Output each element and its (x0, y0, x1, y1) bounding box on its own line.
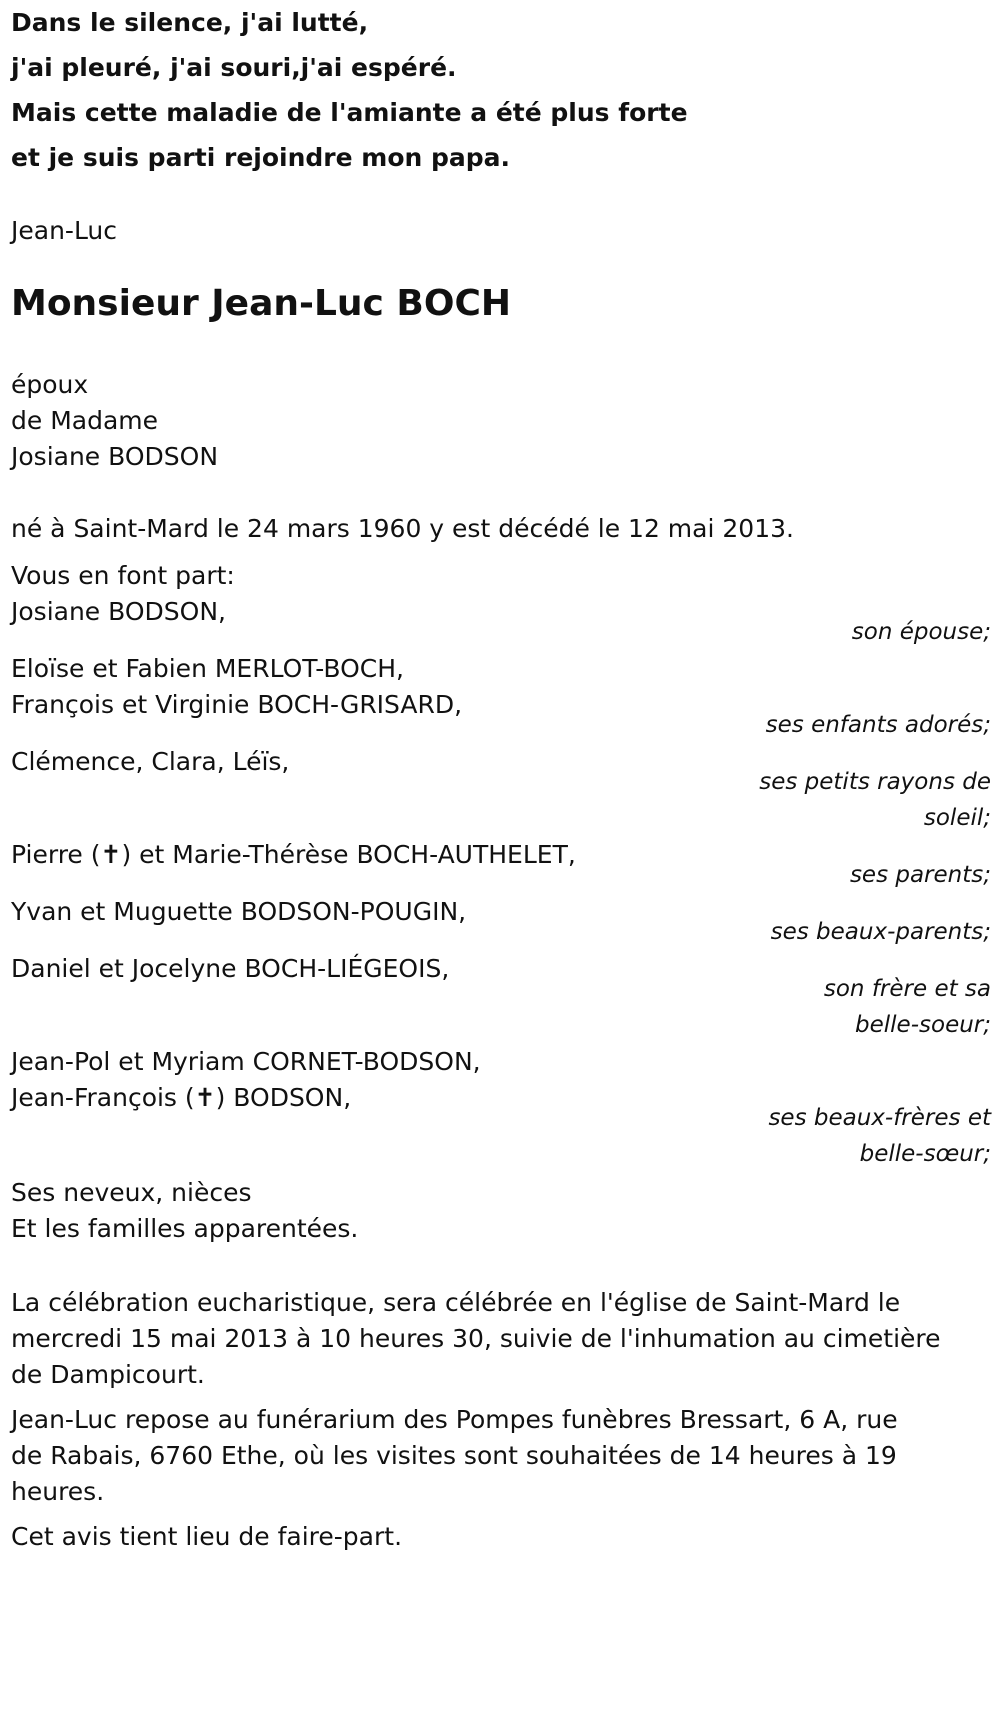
spouse-line-2: de Madame (11, 406, 159, 435)
others-line-1: Ses neveux, nièces (11, 1178, 252, 1207)
family-name: Pierre (✝) et Marie-Thérèse BOCH-AUTHELET, (11, 840, 576, 869)
family-relation: ses parents; (849, 862, 991, 888)
family-relation: belle-soeur; (855, 1012, 991, 1038)
rest-line-3: heures. (11, 1477, 105, 1506)
family-name: François et Virginie BOCH-GRISARD, (11, 690, 463, 719)
family-name: Yvan et Muguette BODSON-POUGIN, (11, 897, 467, 926)
family-name: Daniel et Jocelyne BOCH-LIÉGEOIS, (11, 954, 450, 983)
family-name: Eloïse et Fabien MERLOT-BOCH, (11, 654, 405, 683)
poem-line-1: Dans le silence, j'ai lutté, (11, 8, 369, 37)
announce-intro: Vous en font part: (11, 561, 235, 590)
ceremony-line-2: mercredi 15 mai 2013 à 10 heures 30, suivie de l'inhumation au cimetière (11, 1324, 941, 1353)
ceremony-line-3: de Dampicourt. (11, 1360, 205, 1389)
family-relation: ses beaux-frères et (768, 1105, 991, 1131)
family-relation: soleil; (923, 805, 991, 831)
family-name: Josiane BODSON, (11, 597, 226, 626)
birth-death-line: né à Saint-Mard le 24 mars 1960 y est décédé le 12 mai 2013. (11, 514, 794, 543)
ceremony-line-1: La célébration eucharistique, sera célébrée en l'église de Saint-Mard le (11, 1288, 901, 1317)
family-relation: son frère et sa (823, 976, 991, 1002)
family-name: Jean-Pol et Myriam CORNET-BODSON, (11, 1047, 481, 1076)
family-name: Clémence, Clara, Léïs, (11, 747, 290, 776)
rest-line-2: de Rabais, 6760 Ethe, où les visites sont souhaitées de 14 heures à 19 (11, 1441, 897, 1470)
poem-line-4: et je suis parti rejoindre mon papa. (11, 143, 511, 172)
family-relation: ses enfants adorés; (765, 712, 991, 738)
poem-line-2: j'ai pleuré, j'ai souri,j'ai espéré. (11, 53, 457, 82)
family-relation: ses petits rayons de (759, 769, 991, 795)
family-relation: belle-sœur; (859, 1141, 991, 1167)
page-title: Monsieur Jean-Luc BOCH (11, 283, 511, 324)
family-name: Jean-François (✝) BODSON, (11, 1083, 352, 1112)
closing-line: Cet avis tient lieu de faire-part. (11, 1522, 403, 1551)
rest-line-1: Jean-Luc repose au funérarium des Pompes funèbres Bressart, 6 A, rue (11, 1405, 898, 1434)
poem-signature: Jean-Luc (11, 216, 118, 245)
family-relation: ses beaux-parents; (770, 919, 991, 945)
spouse-line-3: Josiane BODSON (11, 442, 219, 471)
others-line-2: Et les familles apparentées. (11, 1214, 359, 1243)
poem-line-3: Mais cette maladie de l'amiante a été plus forte (11, 98, 688, 127)
spouse-line-1: époux (11, 370, 89, 399)
family-relation: son épouse; (851, 619, 991, 645)
